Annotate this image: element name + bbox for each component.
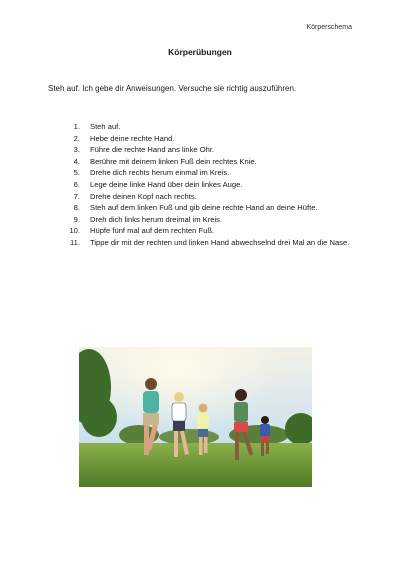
list-item-text: Tippe dir mit der rechten und linken Hand abwechselnd drei Mal an die Nase. [90,237,350,247]
list-item-number: 1. [73,122,80,131]
list-item-number: 3. [73,145,80,155]
list-item-number: 5. [73,168,80,178]
list-item-text: Hüpfe fünf mal auf dem rechten Fuß. [90,226,215,236]
document-title: Körperübungen [168,47,232,57]
list-item [48,179,358,191]
list-item-text: Drehe deinen Kopf nach rechts. [90,191,197,201]
list-item-text: Dreh dich links herum dreimal im Kreis. [90,214,223,224]
list-item [48,133,358,145]
list-item-number: 2. [73,133,80,143]
list-item-text: Steh auf dem linken Fuß und gib deine rechte Hand an deine Hüfte. [90,203,318,213]
grass-field [79,443,312,487]
list-item [48,121,358,133]
list-item [48,225,358,237]
list-item-text: Lege deine linke Hand über dein linkes Auge. [90,179,243,189]
list-item [48,191,358,203]
list-item [48,156,358,168]
children-running-photo [79,347,312,487]
list-item [48,144,358,156]
list-item [48,214,358,226]
list-item-number: 4. [73,156,80,166]
list-item-text: Führe die rechte Hand ans linke Ohr. [90,145,215,155]
document-header-label: Körperschema [306,24,352,31]
list-item-number: 11. [70,237,80,247]
list-item [48,202,358,214]
instruction-list [48,121,358,249]
list-item-text: Drehe dich rechts herum einmal im Kreis. [90,168,230,178]
list-item-number: 10. [69,226,80,236]
list-item-number: 7. [73,191,80,201]
photo-illustration [79,347,312,487]
list-item [48,237,358,249]
list-item-number: 9. [73,214,80,224]
list-item [48,167,358,179]
list-item-number: 8. [73,203,80,213]
intro-paragraph: Steh auf. Ich gebe dir Anweisungen. Versuche sie richtig auszuführen. [48,84,297,93]
list-item-text: Hebe deine rechte Hand. [90,133,175,143]
list-item-text: Berühre mit deinem linken Fuß dein rechtes Knie. [90,156,257,166]
list-item-text: Steh auf. [90,122,121,131]
list-item-number: 6. [73,179,80,189]
